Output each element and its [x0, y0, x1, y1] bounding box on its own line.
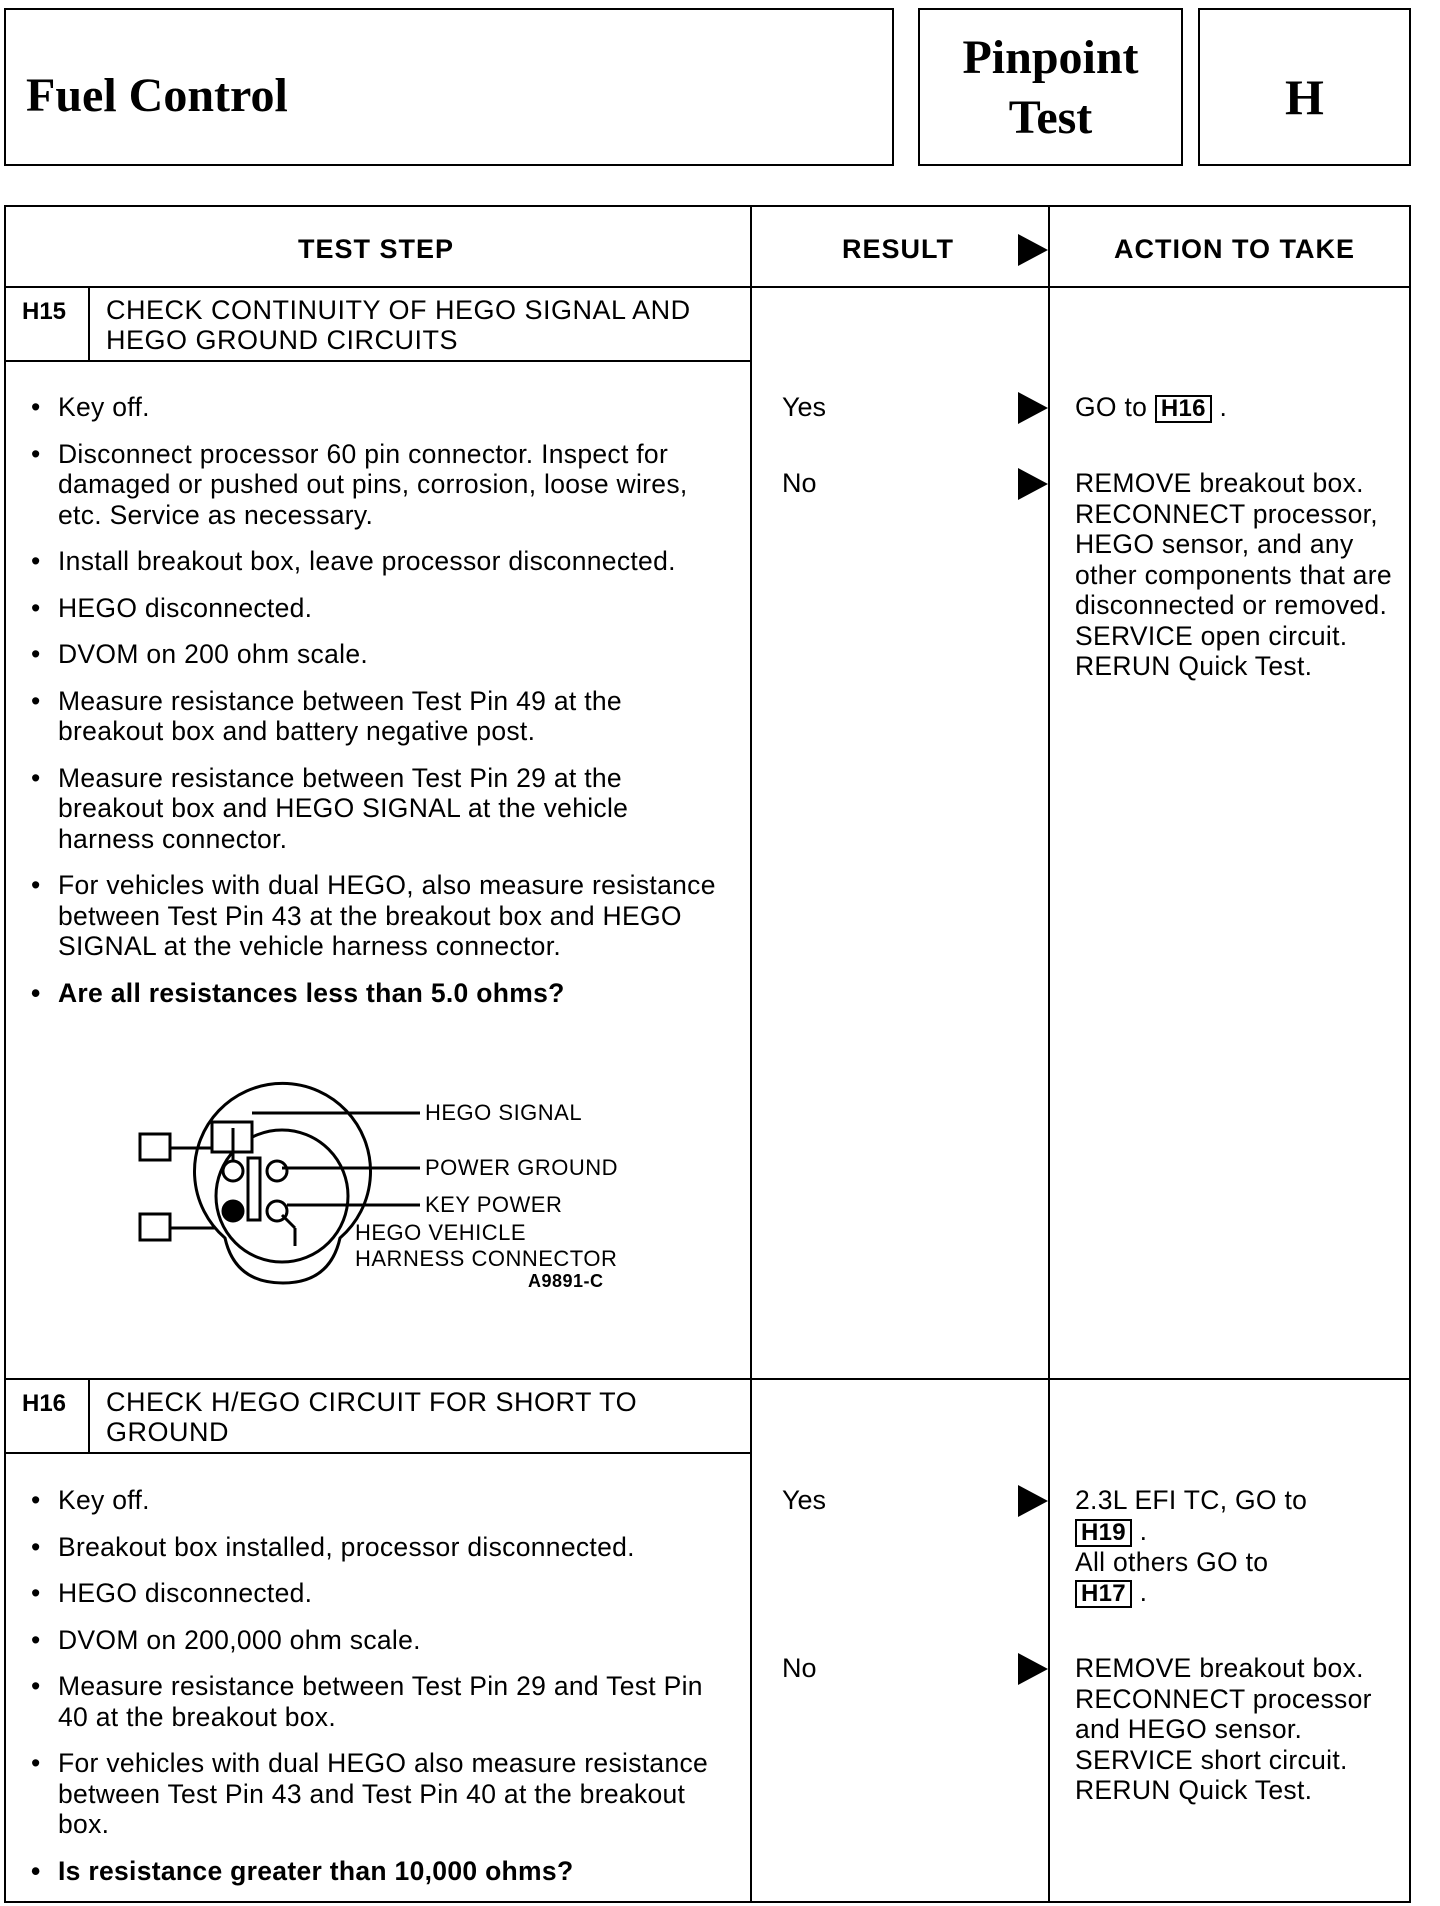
list-item: • Key off. — [28, 392, 728, 423]
diagram-label-hego-signal: HEGO SIGNAL — [425, 1100, 583, 1125]
step-h15-title-line1: CHECK CONTINUITY OF HEGO SIGNAL AND — [106, 295, 691, 325]
pinpoint-line1: Pinpoint — [962, 31, 1139, 84]
step-h16-title — [106, 1387, 637, 1447]
ref-h16-link[interactable]: H16 — [1155, 395, 1212, 423]
step-h16-id: H16 — [22, 1390, 67, 1417]
figure-id: A9891-C — [528, 1271, 604, 1291]
column-divider-1 — [750, 205, 752, 1903]
list-item: • DVOM on 200 ohm scale. — [28, 639, 728, 670]
h16-no-arrow-icon — [1018, 1653, 1048, 1685]
result-arrow-icon — [1018, 234, 1048, 266]
h16-action-yes-line2: All others GO to — [1075, 1546, 1269, 1577]
section-letter: H — [1285, 69, 1324, 125]
step-h16-id-divider — [88, 1378, 90, 1454]
list-item: • Breakout box installed, processor disconnected. — [28, 1532, 728, 1563]
col-header-test-step: TEST STEP — [298, 234, 455, 264]
h16-result-yes: Yes — [782, 1485, 827, 1515]
step-h15-instructions — [28, 392, 728, 1024]
ref-h17-link[interactable]: H17 — [1075, 1580, 1132, 1608]
list-item: • DVOM on 200,000 ohm scale. — [28, 1625, 728, 1656]
h15-no-arrow-icon — [1018, 468, 1048, 500]
list-item: • Measure resistance between Test Pin 29 at the breakout box and HEGO SIGNAL at the vehicle harness connector. — [28, 763, 728, 855]
list-item: • HEGO disconnected. — [28, 1578, 728, 1609]
list-item: • Install breakout box, leave processor disconnected. — [28, 546, 728, 577]
step-h16-title-line2: GROUND — [106, 1417, 229, 1447]
h15-result-yes: Yes — [782, 392, 827, 422]
h15-action-yes-text: GO to — [1075, 392, 1148, 422]
step-h15-id-divider — [88, 286, 90, 362]
diagram-label-key-power: KEY POWER — [425, 1192, 563, 1217]
h15-action-yes-post: . — [1219, 392, 1228, 422]
list-item: • Disconnect processor 60 pin connector. Inspect for damaged or pushed out pins, corrosion, loose wires, etc. Service as necessary. — [28, 439, 728, 531]
h16-action-yes-ref1-row: H19 . — [1075, 1516, 1405, 1547]
h16-action-yes-line1: 2.3L EFI TC, GO to — [1075, 1485, 1308, 1515]
diagram-label-power-ground: POWER GROUND — [425, 1155, 618, 1180]
col-header-result: RESULT — [842, 234, 954, 264]
diagram-caption-line1: HEGO VEHICLE — [355, 1220, 527, 1245]
h15-yes-arrow-icon — [1018, 392, 1048, 424]
list-item: • For vehicles with dual HEGO, also measure resistance between Test Pin 43 at the breakout box and HEGO SIGNAL at the vehicle harness connector. — [28, 870, 728, 962]
step-h15-question: • Are all resistances less than 5.0 ohms? — [28, 978, 728, 1009]
list-item: • Measure resistance between Test Pin 29 and Test Pin 40 at the breakout box. — [28, 1671, 728, 1732]
ref-h19-link[interactable]: H19 — [1075, 1519, 1132, 1547]
pinpoint-test-box — [918, 8, 1183, 166]
step-h16-instructions — [28, 1485, 728, 1902]
column-divider-2 — [1048, 205, 1050, 1903]
col-header-action: ACTION TO TAKE — [1114, 234, 1355, 264]
list-item: • Measure resistance between Test Pin 49 at the breakout box and battery negative post. — [28, 686, 728, 747]
h16-action-no: REMOVE breakout box. RECONNECT processor and HEGO sensor. SERVICE short circuit. RERUN Quick Test. — [1075, 1653, 1372, 1805]
pinpoint-line2: Test — [1008, 91, 1093, 144]
list-item: • For vehicles with dual HEGO also measure resistance between Test Pin 43 and Test Pin 40 at the breakout box. — [28, 1748, 728, 1840]
page-title: Fuel Control — [26, 69, 288, 122]
step-h15-id: H15 — [22, 298, 67, 325]
h15-result-no: No — [782, 468, 817, 498]
diagram-caption-line2: HARNESS CONNECTOR — [355, 1246, 618, 1271]
h16-yes-arrow-icon — [1018, 1485, 1048, 1517]
step-h15-title-line2: HEGO GROUND CIRCUITS — [106, 325, 459, 355]
step-h16-title-line1: CHECK H/EGO CIRCUIT FOR SHORT TO — [106, 1387, 638, 1417]
h16-action-yes-ref2-row: H17 . — [1075, 1577, 1405, 1608]
h16-action-yes — [1075, 1485, 1405, 1608]
header-title-box — [4, 8, 894, 166]
pinpoint-test-label — [920, 28, 1181, 148]
section-letter-box — [1198, 8, 1411, 166]
step-h15-title — [106, 295, 691, 355]
list-item: • Key off. — [28, 1485, 728, 1516]
list-item: • HEGO disconnected. — [28, 593, 728, 624]
h15-action-yes — [1075, 392, 1405, 423]
step-h16-question: • Is resistance greater than 10,000 ohms? — [28, 1856, 728, 1887]
h15-action-no: REMOVE breakout box. RECONNECT processor, HEGO sensor, and any other components that are disconnected or removed. SERVICE open circuit. RERUN Quick Test. — [1075, 468, 1392, 681]
h16-result-no: No — [782, 1653, 817, 1683]
